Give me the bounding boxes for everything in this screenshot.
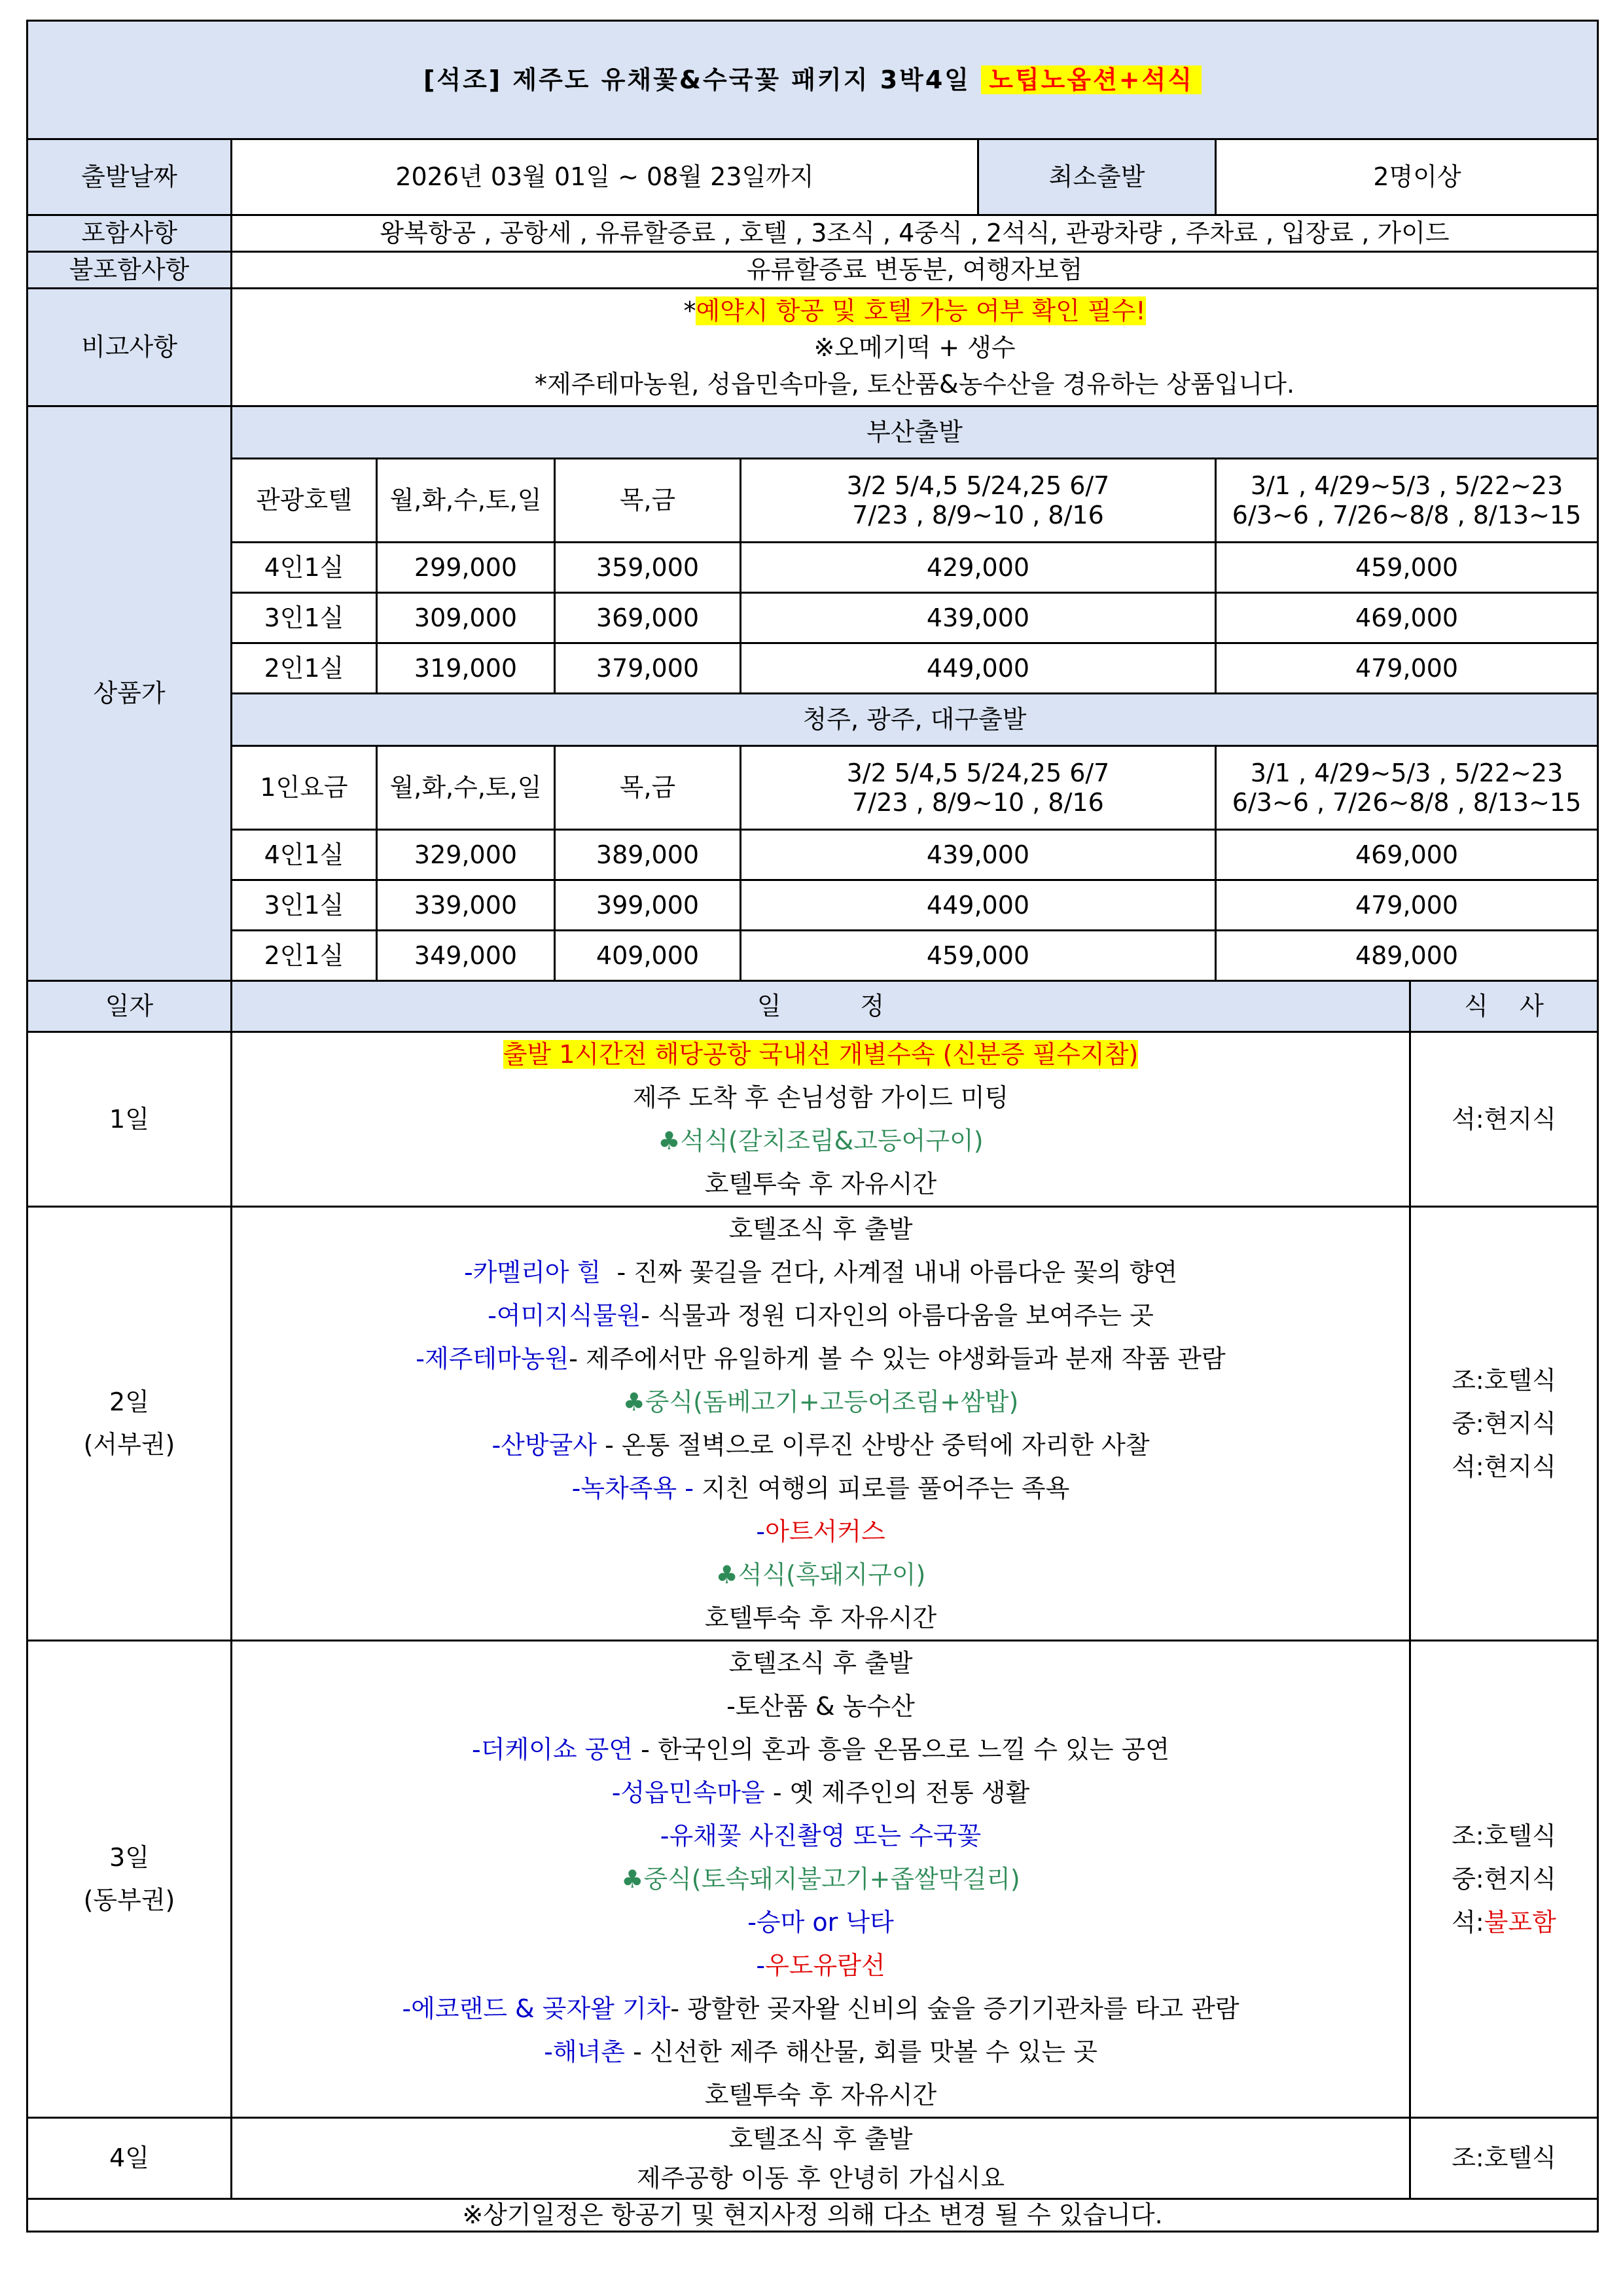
title-main: [석조] 제주도 유채꽃&수국꽃 패키지 3박4일: [423, 65, 971, 94]
schedule-day-1: [27, 1032, 1598, 1207]
remarks-value: [232, 289, 1598, 406]
footer-note: ※상기일정은 항공기 및 현지사정 의해 다소 변경 될 수 있습니다.: [27, 2199, 1598, 2232]
table-row: 4인1실 299,000 359,000 429,000 459,000: [27, 543, 1598, 593]
day-meals: 조:호텔식: [1410, 2118, 1598, 2199]
price-header-peak2: 3/1 , 4/29~5/3 , 5/22~23 6/3~6 , 7/26~8/8 , 8/13~15: [1216, 459, 1598, 543]
day-itinerary: 호텔조식 후 출발 제주공항 이동 후 안녕히 가십시요: [232, 2118, 1410, 2199]
price-header-weekday: 월,화,수,토,일: [377, 746, 555, 830]
schedule-header-day: 일자: [27, 981, 232, 1032]
excluded-label: 불포함사항: [27, 252, 232, 289]
table-row: 4인1실 329,000 389,000 439,000 469,000: [27, 830, 1598, 880]
schedule-day-3: [27, 1641, 1598, 2118]
price-header-peak1: 3/2 5/4,5 5/24,25 6/7 7/23 , 8/9~10 , 8/16: [741, 459, 1216, 543]
day-itinerary: 호텔조식 후 출발 -카멜리아 힐 - 진짜 꽃길을 걷다, 사계절 내내 아름다운 꽃의 향연 -여미지식물원- 식물과 정원 디자인의 아름다움을 보여주는 곳 -제주테마농원- 제주에서만 유일하게 볼 수 있는 야생화들과 분재 작품 관람 ♣중식(돔베고기+고등어조림+쌈밥) -산방굴사 - 온통 절벽으로 이루진 산방산 중턱에 자리한 사찰 -녹차족욕 - 지친 여행의 피로를 풀어주는 족욕 -아트서커스 ♣석식(흑돼지구이) 호텔투숙 후 자유시간: [232, 1207, 1410, 1641]
itinerary-table: [26, 20, 1599, 2233]
day-meals: 조:호텔식 중:현지식 석:불포함: [1410, 1641, 1598, 2118]
price-label: 상품가: [27, 406, 232, 981]
remarks-warning: 예약시 항공 및 호텔 가능 여부 확인 필수!: [696, 296, 1146, 325]
price-header-thu-fri: 목,금: [555, 459, 741, 543]
price-header-peak2: 3/1 , 4/29~5/3 , 5/22~23 6/3~6 , 7/26~8/8 , 8/13~15: [1216, 746, 1598, 830]
schedule-header-meal: 식 사: [1410, 981, 1598, 1032]
remarks-label: 비고사항: [27, 289, 232, 406]
price-header-peak1: 3/2 5/4,5 5/24,25 6/7 7/23 , 8/9~10 , 8/16: [741, 746, 1216, 830]
day-label: 1일: [27, 1032, 232, 1207]
day-label: 4일: [27, 2118, 232, 2199]
price-header-room: 관광호텔: [232, 459, 377, 543]
price-header-thu-fri: 목,금: [555, 746, 741, 830]
table-row: 2인1실 349,000 409,000 459,000 489,000: [27, 931, 1598, 981]
day-label: 2일 (서부권): [27, 1207, 232, 1641]
schedule-day-2: [27, 1207, 1598, 1641]
title-highlight: 노팁노옵션+석식: [981, 65, 1202, 94]
schedule-day-4: [27, 2118, 1598, 2199]
table-row: 3인1실 309,000 369,000 439,000 469,000: [27, 593, 1598, 643]
table-row: 3인1실 339,000 399,000 449,000 479,000: [27, 880, 1598, 931]
day-meals: 조:호텔식 중:현지식 석:현지식: [1410, 1207, 1598, 1641]
departure-value: 2026년 03월 01일 ~ 08월 23일까지: [232, 139, 978, 215]
schedule-header-itinerary: 일 정: [232, 981, 1410, 1032]
departure-label: 출발날짜: [27, 139, 232, 215]
day-itinerary: 호텔조식 후 출발 -토산품 & 농수산 -더케이쇼 공연 - 한국인의 혼과 흥을 온몸으로 느낄 수 있는 공연 -성읍민속마을 - 옛 제주인의 전통 생활 -유채꽃 사진촬영 또는 수국꽃 ♣중식(토속돼지불고기+좁쌀막걸리) -승마 or 낙타 -우도유람선 -에코랜드 & 곶자왈 기차- 광할한 곶자왈 신비의 숲을 증기기관차를 타고 관람 -해녀촌 - 신선한 제주 해산물, 회를 맛볼 수 있는 곳 호텔투숙 후 자유시간: [232, 1641, 1410, 2118]
day-meals: 석:현지식: [1410, 1032, 1598, 1207]
price-header-weekday: 월,화,수,토,일: [377, 459, 555, 543]
day-itinerary: 출발 1시간전 해당공항 국내선 개별수속 (신분증 필수지참) 제주 도착 후 손님성함 가이드 미팅 ♣석식(갈치조림&고등어구이) 호텔투숙 후 자유시간: [232, 1032, 1410, 1207]
remarks-star: *: [683, 296, 696, 325]
excluded-value: 유류할증료 변동분, 여행자보험: [232, 252, 1598, 289]
club-icon: ♣: [621, 1865, 644, 1893]
day-label: 3일 (동부권): [27, 1641, 232, 2118]
club-icon: ♣: [715, 1560, 738, 1589]
club-icon: ♣: [658, 1126, 681, 1155]
price-header-room: 1인요금: [232, 746, 377, 830]
page-title: [27, 21, 1598, 139]
club-icon: ♣: [622, 1388, 645, 1416]
included-value: 왕복항공 , 공항세 , 유류할증료 , 호텔 , 3조식 , 4중식 , 2석식, 관광차량 , 주차료 , 입장료 , 가이드: [232, 215, 1598, 252]
price-group-title: 부산출발: [232, 406, 1598, 459]
itinerary-sheet: [26, 20, 1597, 2233]
min-departure-value: 2명이상: [1216, 139, 1598, 215]
included-label: 포함사항: [27, 215, 232, 252]
notice-highlight: 출발 1시간전 해당공항 국내선 개별수속 (신분증 필수지참): [503, 1040, 1139, 1069]
table-row: 2인1실 319,000 379,000 449,000 479,000: [27, 643, 1598, 694]
remarks-line-2: ※오메기떡 + 생수: [813, 332, 1016, 362]
remarks-line-3: *제주테마농원, 성읍민속마을, 토산품&농수산을 경유하는 상품입니다.: [535, 369, 1295, 399]
price-group-title: 청주, 광주, 대구출발: [232, 694, 1598, 746]
min-departure-label: 최소출발: [978, 139, 1216, 215]
